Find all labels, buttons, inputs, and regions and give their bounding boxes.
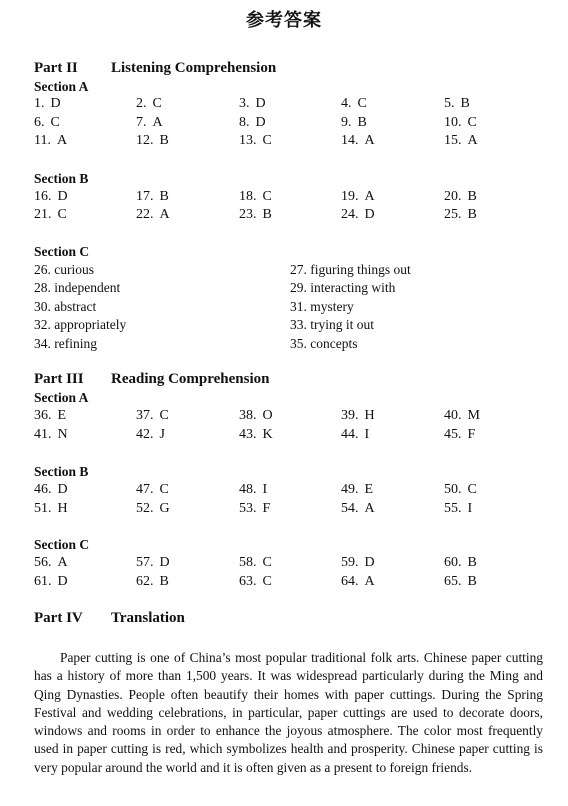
question-number: 46. <box>34 482 52 497</box>
answer-letter: B <box>467 574 477 589</box>
page-title: 参考答案 <box>246 10 322 31</box>
answer-letter: O <box>262 408 273 423</box>
answer-item <box>239 501 270 517</box>
question-number: 59. <box>341 555 359 570</box>
part-3-section-c-label: Section C <box>34 537 90 552</box>
word-answer: 32. appropriately <box>34 317 127 332</box>
question-number: 49. <box>341 482 359 497</box>
answer-letter: C <box>159 482 169 497</box>
answer-letter: H <box>364 408 375 423</box>
answer-letter: B <box>262 207 272 222</box>
answer-item <box>136 408 169 424</box>
answer-letter: B <box>159 574 169 589</box>
answer-item <box>341 555 375 571</box>
question-number: 8. <box>239 115 250 130</box>
answer-item <box>341 207 375 223</box>
answer-item <box>444 207 477 223</box>
answer-item <box>444 574 477 590</box>
question-number: 41. <box>34 427 52 442</box>
question-number: 21. <box>34 207 52 222</box>
question-number: 45. <box>444 427 462 442</box>
question-number: 6. <box>34 115 45 130</box>
question-number: 9. <box>341 115 352 130</box>
word-answer: 27. figuring things out <box>290 262 411 277</box>
answer-letter: E <box>57 408 67 423</box>
part-4-heading <box>34 610 185 627</box>
word-answer: 34. refining <box>34 336 97 351</box>
question-number: 10. <box>444 115 462 130</box>
answer-letter: B <box>159 189 169 204</box>
translation-paragraph: Paper cutting is one of China’s most popular traditional folk arts. Chinese paper cutting has a history of more than 1,500 years. It was widespread particularly during the Ming and Qing Dynasties. People often beautify their homes with paper cuttings. During the Spring Festival and wedding celebrations, in particular, paper cuttings are used to decorate doors, windows and rooms in order to enhance the joyous atmosphere. The color most frequently used in paper cutting is red, which symbolizes health and prosperity. Chinese paper cutting is very popular around the world and it is often given as a present to foreign friends. <box>34 650 543 775</box>
answer-item <box>239 115 266 131</box>
question-number: 15. <box>444 133 462 148</box>
answer-item <box>341 96 367 112</box>
answer-letter: B <box>467 207 477 222</box>
answer-letter: C <box>262 555 272 570</box>
answer-item <box>34 501 68 517</box>
question-number: 36. <box>34 408 52 423</box>
answer-letter: A <box>152 115 163 130</box>
question-number: 18. <box>239 189 257 204</box>
question-number: 3. <box>239 96 250 111</box>
question-number: 19. <box>341 189 359 204</box>
answer-item <box>341 427 369 443</box>
answer-item <box>444 96 470 112</box>
question-number: 38. <box>239 408 257 423</box>
answer-item <box>341 408 375 424</box>
part-4-label: Part IV <box>34 610 83 626</box>
answer-letter: I <box>467 501 473 516</box>
answer-letter: A <box>364 574 375 589</box>
question-number: 20. <box>444 189 462 204</box>
word-answer: 26. curious <box>34 262 94 277</box>
question-number: 4. <box>341 96 352 111</box>
answer-item <box>136 427 165 443</box>
part-4-name: Translation <box>111 610 185 626</box>
question-number: 44. <box>341 427 359 442</box>
answer-letter: A <box>57 555 68 570</box>
answer-letter: N <box>57 427 68 442</box>
part-2-name: Listening Comprehension <box>111 60 277 76</box>
answer-item <box>34 133 67 149</box>
question-number: 25. <box>444 207 462 222</box>
question-number: 52. <box>136 501 154 516</box>
answer-letter: E <box>364 482 374 497</box>
answer-item <box>444 133 478 149</box>
answer-letter: C <box>50 115 60 130</box>
question-number: 16. <box>34 189 52 204</box>
word-answer: 29. interacting with <box>290 280 396 295</box>
question-number: 47. <box>136 482 154 497</box>
answer-letter: D <box>159 555 170 570</box>
answer-item <box>444 115 477 131</box>
word-answer: 30. abstract <box>34 299 97 314</box>
answer-letter: C <box>357 96 367 111</box>
answer-item <box>444 408 480 424</box>
answer-letter: A <box>364 501 375 516</box>
answer-letter: C <box>262 133 272 148</box>
answer-item <box>34 555 68 571</box>
part-2-section-a-label: Section A <box>34 79 89 94</box>
answer-letter: A <box>364 189 375 204</box>
part-2-section-b-label: Section B <box>34 171 89 186</box>
answer-item <box>239 207 272 223</box>
question-number: 14. <box>341 133 359 148</box>
answer-letter: M <box>467 408 480 423</box>
answer-item <box>341 133 375 149</box>
question-number: 54. <box>341 501 359 516</box>
answer-letter: D <box>255 96 266 111</box>
answer-item <box>444 501 472 517</box>
answer-item <box>136 501 170 517</box>
answer-letter: D <box>57 482 68 497</box>
answer-item <box>444 482 477 498</box>
question-number: 7. <box>136 115 147 130</box>
word-answer: 28. independent <box>34 280 121 295</box>
part-3-section-b-label: Section B <box>34 464 89 479</box>
answer-letter: B <box>460 96 470 111</box>
answer-letter: A <box>364 133 375 148</box>
answer-letter: I <box>262 482 268 497</box>
answer-letter: C <box>57 207 67 222</box>
answer-letter: B <box>467 189 477 204</box>
answer-item <box>136 115 163 131</box>
question-number: 40. <box>444 408 462 423</box>
answer-item <box>444 189 477 205</box>
answer-item <box>341 501 375 517</box>
question-number: 42. <box>136 427 154 442</box>
answer-letter: F <box>467 427 476 442</box>
question-number: 1. <box>34 96 45 111</box>
answer-item <box>444 427 475 443</box>
answer-letter: D <box>57 189 68 204</box>
question-number: 51. <box>34 501 52 516</box>
question-number: 62. <box>136 574 154 589</box>
question-number: 17. <box>136 189 154 204</box>
question-number: 57. <box>136 555 154 570</box>
part-3-name: Reading Comprehension <box>111 371 270 387</box>
part-2-label: Part II <box>34 60 78 76</box>
question-number: 65. <box>444 574 462 589</box>
answer-letter: A <box>159 207 170 222</box>
answer-letter: I <box>364 427 370 442</box>
answer-item <box>239 96 266 112</box>
answer-letter: A <box>56 133 68 148</box>
question-number: 2. <box>136 96 147 111</box>
answer-item <box>341 574 375 590</box>
question-number: 61. <box>34 574 52 589</box>
word-answer: 35. concepts <box>290 336 358 351</box>
answer-letter: D <box>364 555 375 570</box>
question-number: 64. <box>341 574 359 589</box>
answer-letter: C <box>152 96 162 111</box>
answer-letter: D <box>255 115 266 130</box>
answer-item <box>136 96 162 112</box>
answer-item <box>34 482 68 498</box>
answer-item <box>136 133 169 149</box>
answer-letter: C <box>262 189 272 204</box>
answer-item <box>239 408 273 424</box>
question-number: 5. <box>444 96 455 111</box>
part-2-heading <box>34 60 276 77</box>
part-3-section-a-label: Section A <box>34 390 89 405</box>
answer-item <box>341 115 367 131</box>
answer-letter: B <box>159 133 169 148</box>
answer-item <box>136 207 170 223</box>
part-3-heading <box>34 371 270 388</box>
word-answer: 33. trying it out <box>290 317 374 332</box>
answer-item <box>341 189 375 205</box>
question-number: 58. <box>239 555 257 570</box>
question-number: 60. <box>444 555 462 570</box>
answer-letter: H <box>57 501 68 516</box>
answer-item <box>34 189 68 205</box>
part-3-label: Part III <box>34 371 84 387</box>
question-number: 24. <box>341 207 359 222</box>
question-number: 22. <box>136 207 154 222</box>
question-number: 23. <box>239 207 257 222</box>
answer-letter: G <box>159 501 170 516</box>
word-answer: 31. mystery <box>290 299 354 314</box>
answer-letter: A <box>467 133 478 148</box>
answer-item <box>136 555 170 571</box>
answer-item <box>136 482 169 498</box>
question-number: 39. <box>341 408 359 423</box>
answer-item <box>34 115 60 131</box>
question-number: 12. <box>136 133 154 148</box>
answer-item <box>239 574 272 590</box>
answer-letter: K <box>262 427 273 442</box>
answer-letter: D <box>364 207 375 222</box>
answer-item <box>136 574 169 590</box>
question-number: 48. <box>239 482 257 497</box>
question-number: 37. <box>136 408 154 423</box>
answer-letter: C <box>159 408 169 423</box>
question-number: 53. <box>239 501 257 516</box>
question-number: 55. <box>444 501 462 516</box>
answer-letter: C <box>467 482 477 497</box>
answer-item <box>239 427 273 443</box>
answer-item <box>34 574 68 590</box>
answer-item <box>239 133 272 149</box>
answer-item <box>34 207 67 223</box>
answer-letter: D <box>50 96 61 111</box>
question-number: 11. <box>34 133 51 148</box>
answer-item <box>444 555 477 571</box>
part-2-section-c-label: Section C <box>34 244 90 259</box>
question-number: 13. <box>239 133 257 148</box>
answer-item <box>136 189 169 205</box>
answer-letter: C <box>262 574 272 589</box>
answer-item <box>341 482 373 498</box>
answer-item <box>239 482 267 498</box>
answer-letter: B <box>467 555 477 570</box>
question-number: 50. <box>444 482 462 497</box>
answer-item <box>239 555 272 571</box>
answer-item <box>34 408 66 424</box>
question-number: 63. <box>239 574 257 589</box>
answer-item <box>34 427 68 443</box>
question-number: 43. <box>239 427 257 442</box>
question-number: 56. <box>34 555 52 570</box>
answer-letter: D <box>57 574 68 589</box>
answer-letter: J <box>159 427 165 442</box>
answer-letter: C <box>467 115 477 130</box>
answer-item <box>34 96 61 112</box>
answer-letter: B <box>357 115 367 130</box>
answer-letter: F <box>262 501 271 516</box>
answer-item <box>239 189 272 205</box>
